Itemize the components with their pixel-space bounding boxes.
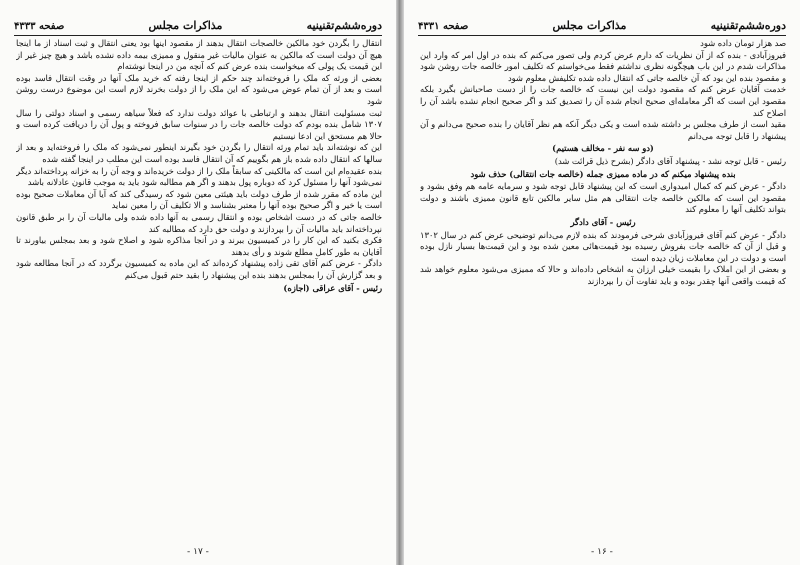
paragraph: دادگر - عرض کنم که کمال امیدواری است که این پیشنهاد قابل توجه شود و سرمایه عامه هم وفق بشود و مقصود این است که مالکین خالصه جات انتقالی هم مثل سایر مالکین تابع قانون ممیزی باشند و دولت بتواند تکلیف آنها را معلوم کند bbox=[420, 181, 786, 215]
right-header-page: صفحه ۴۳۳۱ bbox=[418, 21, 469, 32]
paragraph: این که نوشته‌اند باید تمام ورثه انتقال را بگردن خود بگیرند اینطور نمی‌شود که ملک را فروخته‌اید و بعد از سالها که انتقال داده شده باز هم بگوییم که آن انتقال فاسد بوده است این مطلب در اینجا گفته شده bbox=[16, 142, 382, 164]
paragraph: رئیس - آقای دادگر bbox=[570, 216, 636, 227]
left-page-number: - ۱۷ - bbox=[187, 547, 209, 557]
right-page-text bbox=[420, 38, 786, 539]
paragraph: این ماده که مقرر شده از طرف دولت باید هیئتی معین شود که رسیدگی کند که آیا آن معاملات صحیح بوده است یا خیر و اگر صحیح بوده آنها را معتبر بشناسد و الا تکلیف آن را معین نماید bbox=[16, 188, 382, 211]
left-page bbox=[0, 0, 396, 565]
paragraph: انتقال را بگردن خود مالکین خالصجات انتقال بدهند از مقصود اینها بود یعنی انتقال و ثبت اسناد از ما اینجا هیچ آن دولت است که مالکین به عنوان مالیات غیر منقول و ممیزی بیمه داده نشده باشد و هیچ چیز غیر از این قیمت یک پولی که میخواست بنده عرض کنم که آنچه من در اینجا نوشته‌ام bbox=[16, 38, 382, 72]
book-gutter bbox=[396, 0, 404, 565]
paragraph: فیروزآبادی - بنده که از آن نظریات که دارم عرض کردم ولی تصور می‌کنم که بنده در اول امر که وارد این مذاکرات شدم در این باب هیچگونه نظری نداشتم فقط می‌خواستم که تکلیف امور خالصه جات روشن شود و مقصود بنده این بود که آن خالصه جاتی که انتقال داده شده تکلیفش معلوم شود bbox=[420, 49, 786, 83]
right-header-title: مذاکرات مجلس bbox=[552, 19, 627, 32]
right-page bbox=[404, 0, 800, 565]
paragraph: رئیس - قابل توجه نشد - پیشنهاد آقای دادگر (بشرح ذیل قرائت شد) bbox=[554, 155, 786, 166]
paragraph: خدمت آقایان عرض کنم که مقصود دولت این نیست که خالصه جات را از دست صاحبانش بگیرد بلکه مقصود این است که اگر معامله‌ای صحیح انجام شده آن را تصدیق کند و اگر صحیح انجام نشده باشد آن را اصلاح کند bbox=[420, 84, 786, 118]
paragraph: بنده پیشنهاد میکنم که در ماده ممیزی جمله (خالصه جات انتقالی) حذف شود bbox=[470, 168, 736, 179]
paragraph: فکری بکنید که این کار را در کمیسیون ببرند و در آنجا مذاکره شود و اصلاح شود و بعد بمجلس بیاورند تا آقایان به طور کامل مطلع شوند و رأی بدهند bbox=[16, 235, 382, 257]
paragraph: صد هزار تومان داده شود bbox=[700, 38, 786, 48]
left-page-text bbox=[16, 38, 382, 539]
paragraph: و بعضی از این املاک را بقیمت خیلی ارزان به اشخاص داده‌اند و حالا که ممیزی می‌شود معلوم خواهد شد که قیمت واقعی آنها چقدر بوده و باید تفاوت آن را بپردازند bbox=[420, 264, 786, 286]
paragraph: مقید است از طرف مجلس بر داشته شده است و یکی دیگر آنکه هم نظر آقایان را بنده صحیح می‌دانم و آن پیشنهاد را قابل توجه می‌دانم bbox=[420, 119, 786, 141]
paragraph: ثبت مسئولیت انتقال بدهند و ارتباطی با عوائد دولت ندارد که فعلاً سیاهه رسمی و اسناد دولتی را سال ۱۳۰۷ شامل بنده بودم که دولت خالصه جات را در سنوات سابق فروخته و پول آن را دریافت کرده است و حالا هم مستحق این ادعا نیستیم bbox=[16, 107, 382, 141]
paragraph: دادگر - عرض کنم آقای فیروزآبادی شرحی فرمودند که بنده لازم می‌دانم توضیحی عرض کنم در سال ۱۳۰۲ و قبل از آن که خالصه جات بفروش رسیده بود قیمت‌هائی معین شده بود و این قیمت‌ها بسیار نازل بوده است و دولت در این معاملات زیان دیده است bbox=[420, 229, 786, 263]
left-header-page: صفحه ۴۳۳۳ bbox=[14, 21, 65, 32]
left-header-title: مذاکرات مجلس bbox=[148, 19, 223, 32]
right-header-session: دوره‌ششم‌تقنینیه bbox=[710, 19, 786, 32]
right-page-header bbox=[418, 10, 786, 36]
right-page-number: - ۱۶ - bbox=[591, 547, 613, 557]
paragraph: بعضی از ورثه که ملک را فروخته‌اند چند حکم از اینجا رفته که خرید ملک آنها در وقت انتقال فاسد بوده است و بعد از آن تمام عوض می‌شود که این ملک را از دولت بخرند لازم است این موضوع درست روشن شود bbox=[16, 72, 382, 106]
paragraph: خالصه جاتی که در دست اشخاص بوده و انتقال رسمی به آنها داده شده ولی مالیات آن را بر طبق قانون نپرداخته‌اند باید مالیات آن را بپردازند و دولت حق دارد که مطالبه کند bbox=[16, 211, 382, 234]
paragraph: بنده عقیده‌ام این است که مالکینی که سابقاً ملک را از دولت خریده‌اند و وجه آن را به خزانه پرداخته‌اند دیگر نمی‌شود آنها را مسئول کرد که دوباره پول بدهند و اگر هم مطالبه شود باید به موجب قانون عادلانه باشد bbox=[16, 165, 382, 188]
speaker-line: رئیس - آقای عراقی (اجازه) bbox=[283, 283, 382, 294]
left-header-session: دوره‌ششم‌تقنینیه bbox=[306, 19, 382, 32]
paragraph: دادگر - عرض کنم آقای تقی زاده پیشنهاد کرده‌اند که این ماده به کمیسیون برگردد که در آنجا مطالعه شود و بعد گزارش آن را بمجلس بدهند بنده این پیشنهاد را بقید حتم قبول می‌کنم bbox=[16, 258, 382, 280]
paragraph: (دو سه نفر - مخالف هستیم) bbox=[552, 143, 654, 154]
left-page-header bbox=[14, 10, 382, 36]
